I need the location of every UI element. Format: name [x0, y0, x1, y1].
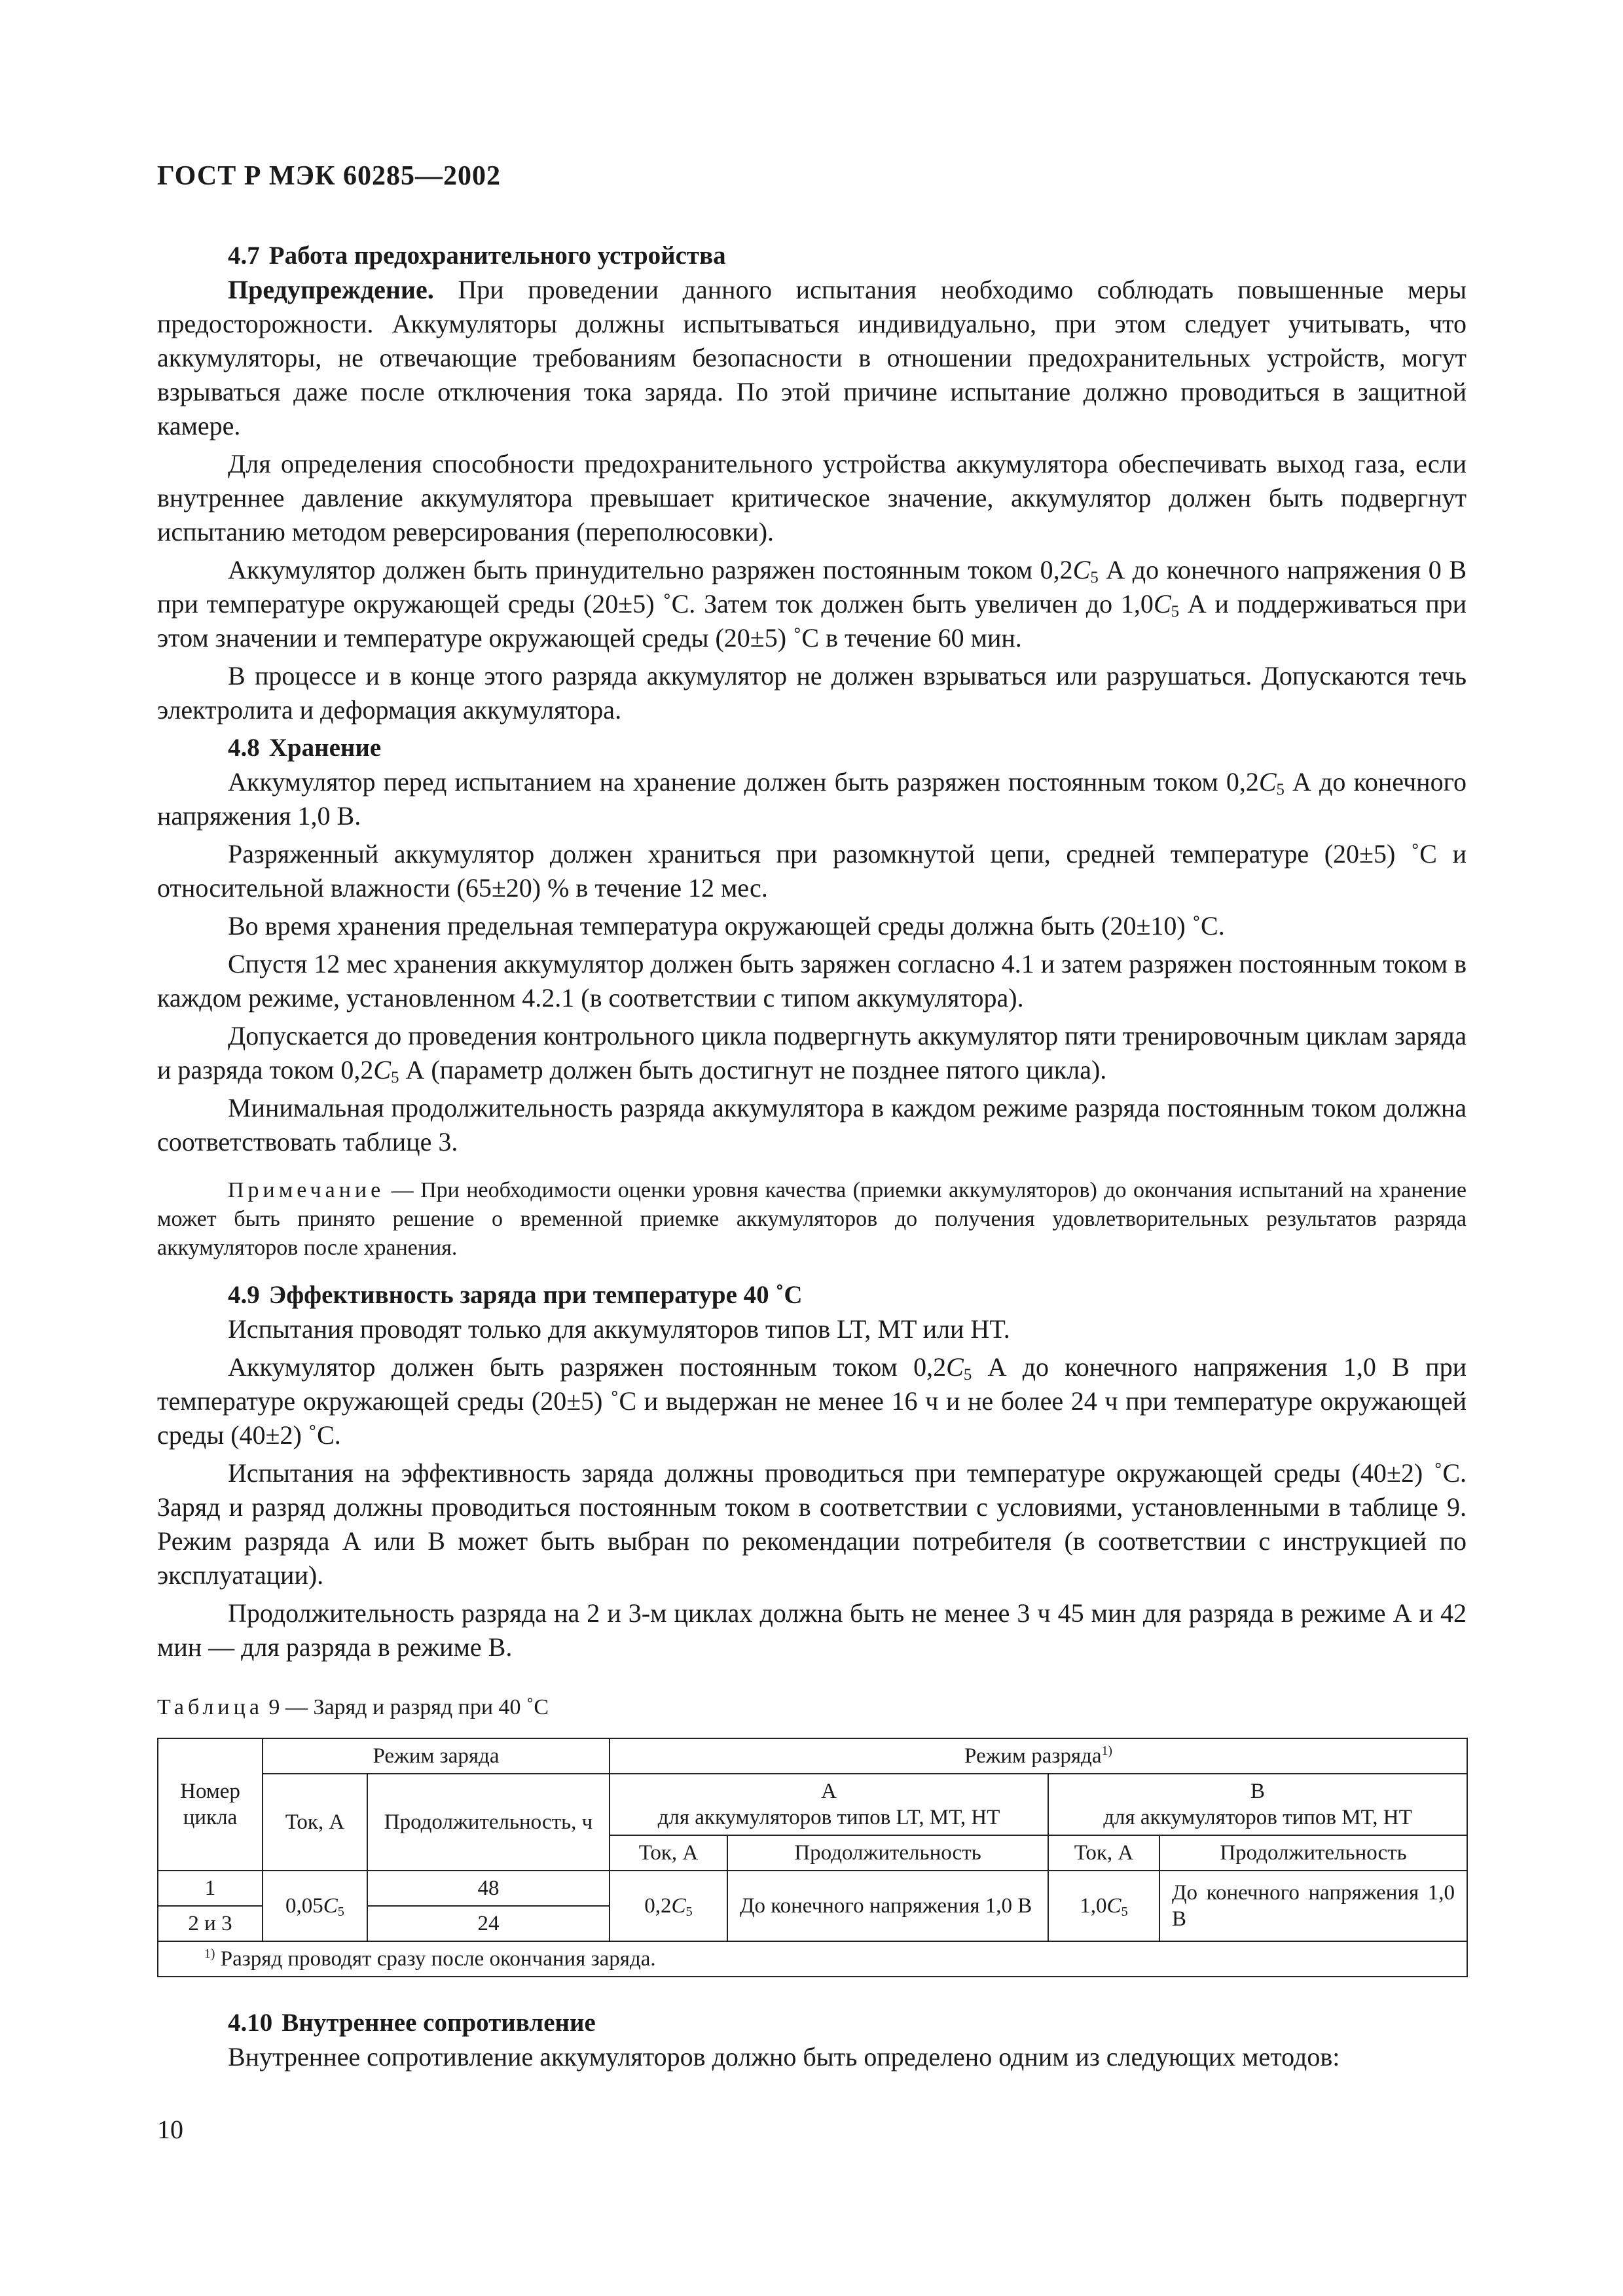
- paragraph: Минимальная продолжительность разряда аккумулятора в каждом режиме разряда постоянным током должна соответствовать таблице 3.: [157, 1093, 1467, 1157]
- table-footnote: $^{1)}$ Разряд проводят сразу после окончания заряда.: [158, 1941, 1467, 1977]
- cycle-cell: 1: [158, 1871, 263, 1906]
- document-page: [157, 160, 1467, 2074]
- section-4-8-heading: 4.8 Хранение: [228, 734, 382, 762]
- paragraph: Испытания на эффективность заряда должны проводиться при температуре окружающей среды (40±2) ˚С. Заряд и разряд должны проводиться постоянным током в соответствии с условиями, установленными в таблице 9. Режим разряда А или В может быть выбран по рекомендации потребителя (в соответствии с инструкцией по эксплуатации).: [157, 1458, 1467, 1590]
- charge-duration-cell: 24: [367, 1906, 610, 1941]
- b-duration-cell: До конечного напряжения 1,0 В: [1159, 1871, 1467, 1941]
- paragraph: Допускается до проведения контрольного цикла подвергнуть аккумулятор пяти тренировочным циклам заряда и разряда током $0,2C_5$ А (параметр должен быть достигнут не позднее пятого цикла).: [157, 1021, 1467, 1087]
- header-b-current: Ток, А: [1048, 1835, 1159, 1871]
- document-code: ГОСТ Р МЭК 60285—2002: [157, 161, 501, 191]
- paragraph: Аккумулятор должен быть разряжен постоянным током $0,2C_5$ А до конечного напряжения 1,0 В при температуре окружающей среды (20±5) ˚С и выдержан не менее 16 ч и не более 24 ч при температуре окружающей среды (40±2) ˚С.: [157, 1352, 1467, 1450]
- cycle-cell: 2 и 3: [158, 1906, 263, 1941]
- table-9: [157, 1738, 1468, 1977]
- table-caption: Таблица 9 — Заряд и разряд при 40 ˚С: [157, 1695, 549, 1719]
- header-b-duration: Продолжительность: [1159, 1835, 1467, 1871]
- section-4-7-heading: 4.7 Работа предохранительного устройства: [228, 242, 726, 270]
- paragraph: Аккумулятор должен быть принудительно разряжен постоянным током $0,2C_5$ А до конечного напряжения 0 В при температуре окружающей среды (20±5) ˚С. Затем ток должен быть увеличен до $1,0C_5$ А и поддерживаться при этом значении и температуре окружающей среды (20±5) ˚С в течение 60 мин.: [157, 555, 1467, 653]
- a-duration-cell: До конечного напряжения 1,0 В: [727, 1871, 1048, 1941]
- b-current-cell: $1,0C_5$: [1048, 1871, 1159, 1941]
- note: Примечание — При необходимости оценки уровня качества (приемки аккумуляторов) до окончания испытаний на хранение может быть принято решение о временной приемке аккумуляторов до получения удовлетворительных результатов разряда аккумуляторов после хранения.: [157, 1178, 1467, 1260]
- header-a-current: Ток, А: [610, 1835, 727, 1871]
- paragraph: Продолжительность разряда на 2 и 3-м циклах должна быть не менее 3 ч 45 мин для разряда в режиме А и 42 мин — для разряда в режиме В.: [157, 1598, 1467, 1662]
- header-cycle-number: Номер цикла: [158, 1738, 263, 1871]
- header-mode-b: В для аккумуляторов типов MT, HT: [1048, 1774, 1467, 1835]
- warning-label: Предупреждение.: [228, 275, 434, 304]
- paragraph: Внутреннее сопротивление аккумуляторов должно быть определено одним из следующих методов:: [228, 2042, 1340, 2072]
- paragraph: В процессе и в конце этого разряда аккумулятор не должен взрываться или разрушаться. Допускаются течь электролита и деформация аккумулятора.: [157, 661, 1467, 725]
- warning-paragraph: Предупреждение. При проведении данного испытания необходимо соблюдать повышенные меры предосторожности. Аккумуляторы должны испытываться индивидуально, при этом следует учитывать, что аккумуляторы, не отвечающие требованиям безопасности в отношении предохранительных устройств, могут взрываться даже после отключения тока заряда. По этой причине испытание должно проводиться в защитной камере.: [157, 275, 1467, 440]
- header-charge-duration: Продолжительность, ч: [367, 1774, 610, 1871]
- paragraph: Испытания проводят только для аккумуляторов типов LT, MT или HT.: [228, 1314, 1010, 1344]
- header-a-duration: Продолжительность: [727, 1835, 1048, 1871]
- paragraph: Во время хранения предельная температура окружающей среды должна быть (20±10) ˚С.: [228, 911, 1225, 941]
- table-footnote-row: [158, 1941, 1467, 1977]
- page-number: 10: [157, 2115, 183, 2144]
- header-mode-a: А для аккумуляторов типов LT, MT, HT: [610, 1774, 1048, 1835]
- header-charge-current: Ток, А: [263, 1774, 367, 1871]
- paragraph: Разряженный аккумулятор должен храниться при разомкнутой цепи, средней температуре (20±5) ˚С и относительной влажности (65±20) % в течение 12 мес.: [157, 839, 1467, 903]
- paragraph: Спустя 12 мес хранения аккумулятор должен быть заряжен согласно 4.1 и затем разряжен постоянным током в каждом режиме, установленном 4.2.1 (в соответствии с типом аккумулятора).: [157, 949, 1467, 1013]
- header-charge-mode: Режим заряда: [263, 1738, 610, 1774]
- charge-duration-cell: 48: [367, 1871, 610, 1906]
- note-label: Примечание: [228, 1178, 385, 1202]
- section-4-9-heading: 4.9 Эффективность заряда при температуре 40 ˚С: [228, 1281, 803, 1309]
- section-4-10-heading: 4.10 Внутреннее сопротивление: [228, 2009, 596, 2037]
- a-current-cell: $0,2C_5$: [610, 1871, 727, 1941]
- paragraph: Аккумулятор перед испытанием на хранение должен быть разряжен постоянным током $0,2C_5$ А до конечного напряжения 1,0 В.: [157, 767, 1467, 831]
- header-discharge-mode: Режим разряда$^{1)}$: [610, 1738, 1467, 1774]
- table-row: [158, 1871, 1467, 1906]
- paragraph: Для определения способности предохранительного устройства аккумулятора обеспечивать выход газа, если внутреннее давление аккумулятора превышает критическое значение, аккумулятор должен быть подвергнут испытанию методом реверсирования (переполюсовки).: [157, 449, 1467, 547]
- charge-current-cell: $0,05C_5$: [263, 1871, 367, 1941]
